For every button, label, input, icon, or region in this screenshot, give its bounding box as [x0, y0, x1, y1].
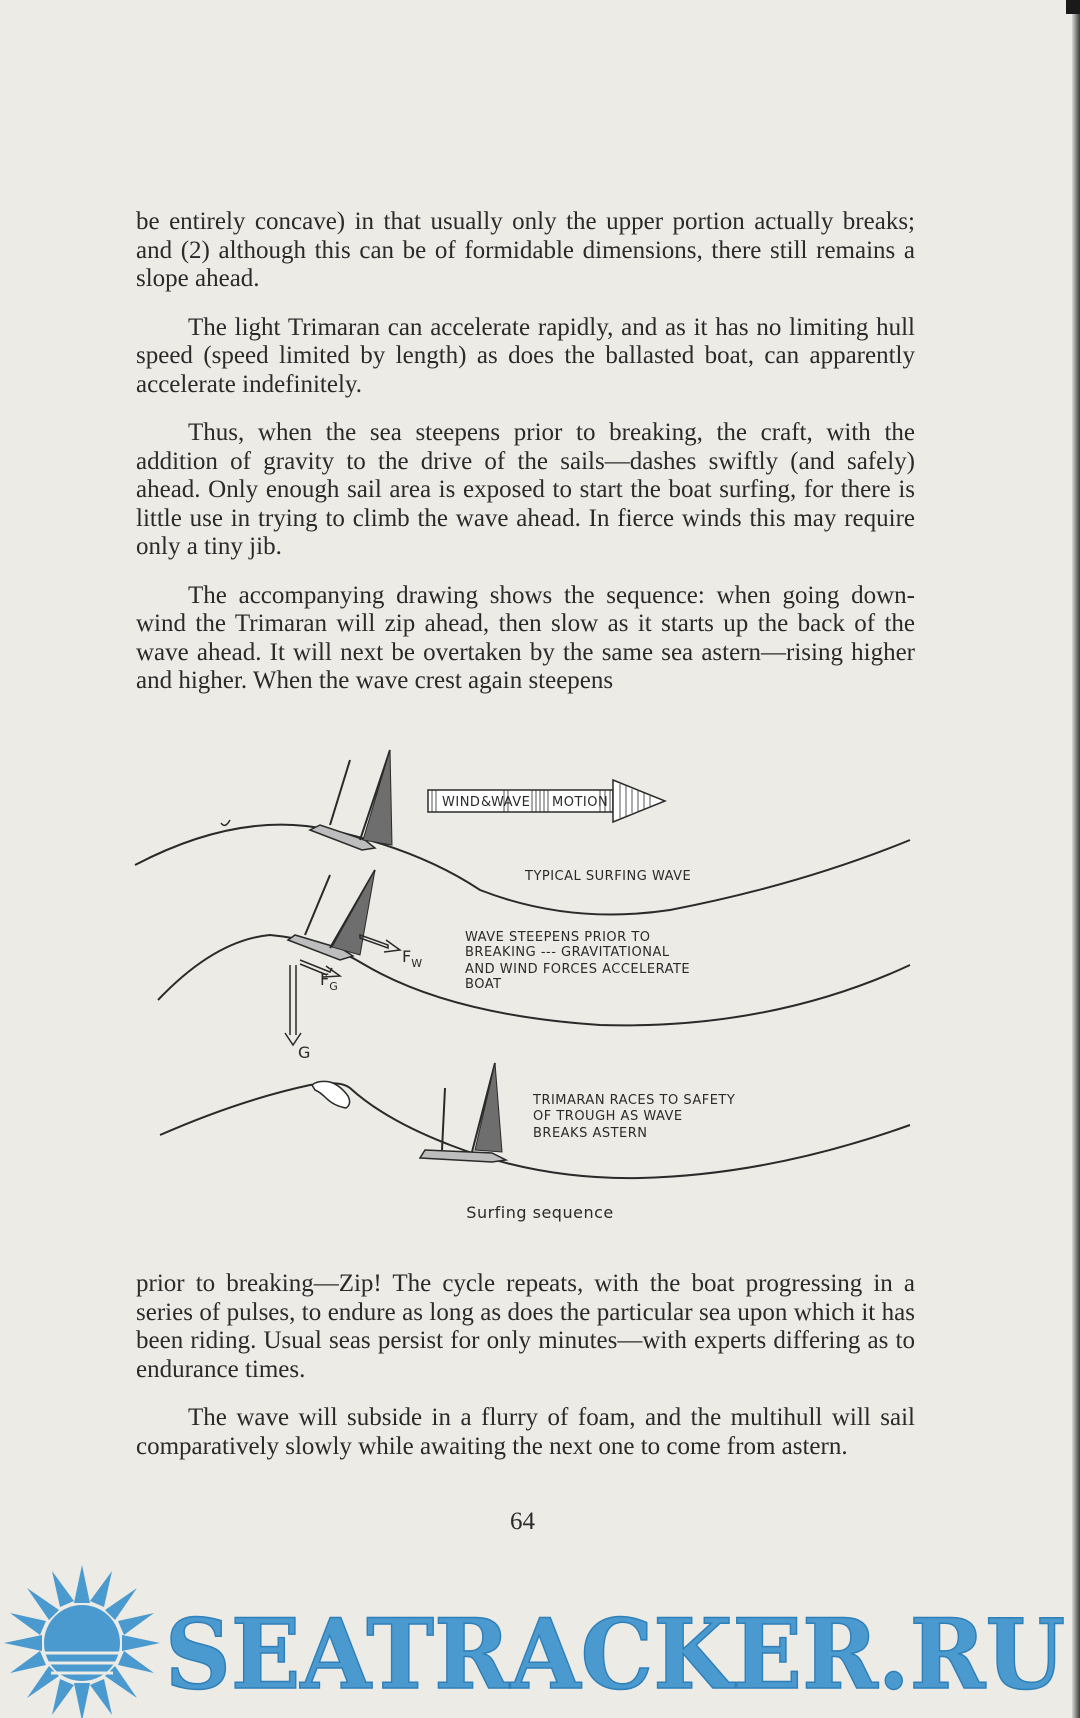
force-g-label: G	[298, 1043, 311, 1062]
stage3-label-line: OF TROUGH AS WAVE	[533, 1109, 683, 1124]
wind-force-arrow	[360, 935, 400, 952]
paragraph: be entirely concave) in that usually only the upper portion actually breaks; and (2) although this can be of formidable dimensions, there still remains a slope ahead.	[136, 208, 915, 292]
arrow-word-motion: MOTION	[552, 795, 609, 810]
stage2-label-line: BOAT	[465, 977, 502, 992]
stage3-label-line: BREAKS ASTERN	[533, 1126, 648, 1141]
figure-caption: Surfing sequence	[466, 1203, 614, 1222]
body-text-bottom	[136, 1270, 915, 1481]
wave-1	[135, 825, 910, 915]
page-edge	[1072, 0, 1080, 1718]
arrow-word-and: &	[481, 795, 492, 810]
watermark-text: SEATRACKER.RU	[165, 1598, 1065, 1711]
trimaran-stage-2	[288, 870, 375, 960]
stage2-label-line: BREAKING --- GRAVITATIONAL	[465, 945, 670, 960]
stage2-label-line: WAVE STEEPENS PRIOR TO	[465, 930, 651, 945]
gravity-force-arrow	[285, 960, 340, 1045]
arrow-word-wind: WIND	[442, 795, 481, 810]
page-corner	[1066, 0, 1080, 14]
force-fw-label: $F_W$	[402, 947, 423, 970]
surfing-sequence-diagram	[120, 740, 940, 1230]
sun-logo-icon	[4, 1565, 160, 1718]
wind-wave-motion-arrow	[428, 780, 665, 822]
stage1-label: TYPICAL SURFING WAVE	[525, 869, 692, 884]
trimaran-stage-1	[310, 750, 392, 850]
paragraph: The wave will subside in a flurry of foam, and the multihull will sail comparatively slowly while awaiting the next one to come from astern.	[136, 1404, 915, 1460]
paragraph: The light Trimaran can accelerate rapidly, and as it has no limiting hull speed (speed limited by length) as does the ballasted boat, can apparently accelerate indefinitely.	[136, 313, 915, 398]
stage2-label-line: AND WIND FORCES ACCELERATE	[465, 962, 691, 977]
force-fg-label: $F_G$	[320, 970, 338, 993]
arrow-word-wave: WAVE	[491, 795, 531, 810]
body-text-top	[136, 208, 915, 716]
paragraph: The accompanying drawing shows the sequence: when going down-wind the Trimaran will zip ahead, then slow as it starts up the back of the wave ahead. It will next be overtaken by the same sea astern—rising higher and higher. When the wave crest again steepens	[136, 581, 915, 694]
page-number: 64	[510, 1508, 535, 1535]
trimaran-stage-3	[420, 1063, 506, 1162]
foam-mark	[221, 820, 230, 825]
stage3-label-line: TRIMARAN RACES TO SAFETY	[533, 1093, 736, 1108]
paragraph: prior to breaking—Zip! The cycle repeats, with the boat progressing in a series of pulses, to endure as long as does the particular sea upon which it has been riding. Usual seas persist for only minutes—with experts differing as to endurance times.	[136, 1270, 915, 1383]
watermark	[0, 1560, 1080, 1718]
paragraph: Thus, when the sea steepens prior to breaking, the craft, with the addition of gravity to the drive of the sails—dashes swiftly (and safely) ahead. Only enough sail area is exposed to start the boat surfing, for there is little use in trying to climb the wave ahead. In fierce winds this may require only a tiny jib.	[136, 419, 915, 560]
